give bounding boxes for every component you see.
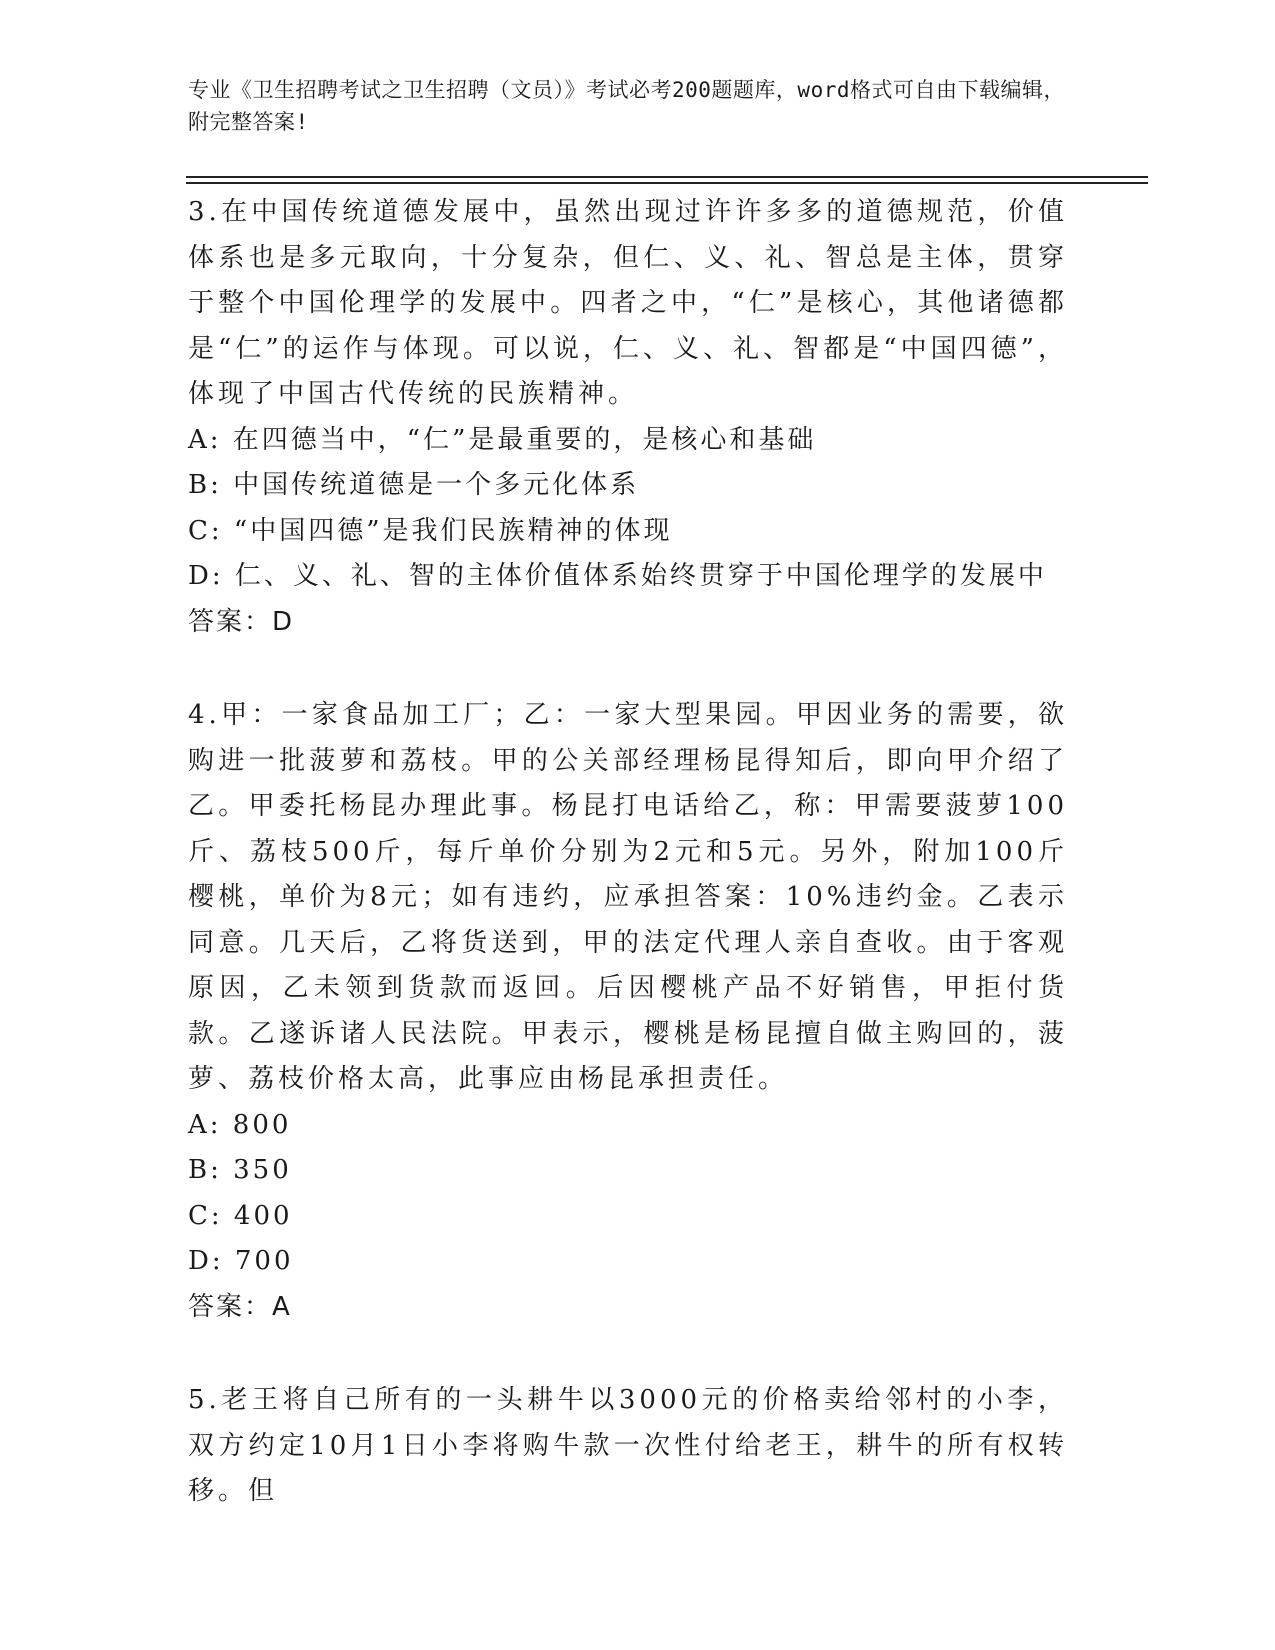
header-text: 专业《卫生招聘考试之卫生招聘（文员）》考试必考200题题库，word格式可自由下载编辑，附完整答案! [188, 78, 1065, 134]
option-d: D: 700 [188, 1246, 294, 1276]
question-5 [188, 1378, 1068, 1515]
question-4 [188, 693, 1068, 1330]
answer-label: 答案：D [188, 606, 295, 637]
option-b: B: 350 [188, 1155, 292, 1185]
option-d: D: 仁、义、礼、智的主体价值体系始终贯穿于中国伦理学的发展中 [188, 561, 1047, 591]
question-3 [188, 190, 1068, 645]
header-divider-top [186, 176, 1148, 178]
document-header [188, 74, 1068, 138]
answer-label: 答案：A [188, 1291, 292, 1322]
document-body [188, 190, 1068, 1563]
option-b: B: 中国传统道德是一个多元化体系 [188, 470, 640, 500]
header-divider-bottom [186, 182, 1148, 184]
question-text: 4.甲：一家食品加工厂；乙：一家大型果园。甲因业务的需要，欲购进一批菠萝和荔枝。甲的公关部经理杨昆得知后，即向甲介绍了乙。甲委托杨昆办理此事。杨昆打电话给乙，称：甲需要菠萝100斤、荔枝500斤，每斤单价分别为2元和5元。另外，附加100斤樱桃，单价为8元；如有违约，应承担答案：10%违约金。乙表示同意。几天后，乙将货送到，甲的法定代理人亲自查收。由于客观原因，乙未领到货款而返回。后因樱桃产品不好销售，甲拒付货款。乙遂诉诸人民法院。甲表示，樱桃是杨昆擅自做主购回的，菠萝、荔枝价格太高，此事应由杨昆承担责任。 [188, 700, 1068, 1094]
option-c: C: “中国四德”是我们民族精神的体现 [188, 515, 673, 546]
option-c: C: 400 [188, 1200, 293, 1231]
option-a: A: 800 [188, 1109, 292, 1140]
question-text: 3.在中国传统道德发展中，虽然出现过许许多多的道德规范，价值体系也是多元取向，十分复杂，但仁、义、礼、智总是主体，贯穿于整个中国伦理学的发展中。四者之中，“仁”是核心，其他诸德都是“仁”的运作与体现。可以说，仁、义、礼、智都是“中国四德”，体现了中国古代传统的民族精神。 [188, 197, 1068, 409]
question-text: 5.老王将自己所有的一头耕牛以3000元的价格卖给邻村的小李，双方约定10月1日小李将购牛款一次性付给老王，耕牛的所有权转移。但 [188, 1385, 1068, 1506]
option-a: A: 在四德当中，“仁”是最重要的，是核心和基础 [188, 424, 817, 455]
